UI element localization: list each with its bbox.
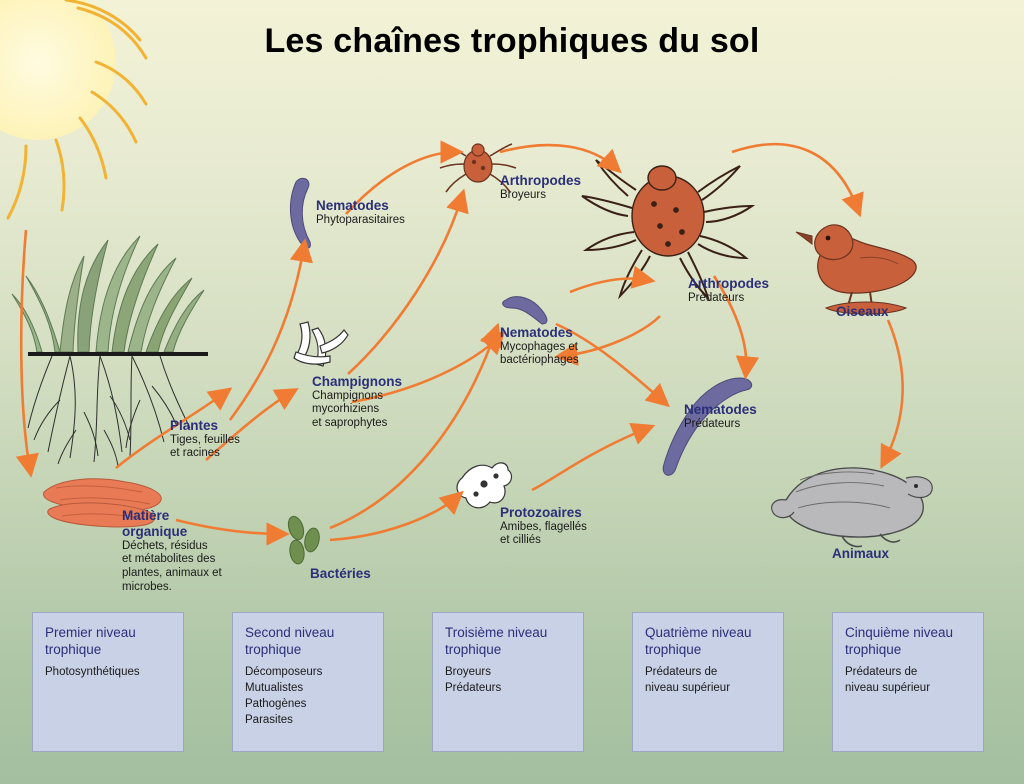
panel-1-title2: trophique xyxy=(245,641,302,657)
panel-1-item-2: Pathogènes xyxy=(245,698,307,711)
label-matiere-name: Matière xyxy=(122,508,170,523)
label-champignons xyxy=(312,374,402,431)
label-nematodes-myco-sub2: bactériophages xyxy=(500,354,579,367)
panel-2-title1: Troisième niveau xyxy=(445,625,548,640)
arrow-sun-to-organic xyxy=(21,230,30,470)
label-oiseaux-name: Oiseaux xyxy=(836,304,889,319)
panel-4-title2: trophique xyxy=(845,641,902,657)
label-matiere-organique xyxy=(122,508,222,594)
label-plantes-name: Plantes xyxy=(170,418,219,433)
panel-1-item-0: Décomposeurs xyxy=(245,665,323,678)
label-protozoaires-sub1: Amibes, flagellés xyxy=(500,520,587,533)
label-nematodes-phyto xyxy=(316,198,405,227)
panel-4-item-0: Prédateurs de xyxy=(845,665,918,678)
label-matiere-sub2: et métabolites des xyxy=(122,553,216,566)
panel-4-item-1: niveau supérieur xyxy=(845,681,931,694)
panel-3-item-0: Prédateurs de xyxy=(645,665,718,678)
panel-1-title1: Second niveau xyxy=(245,625,335,640)
label-nematodes-phyto-name: Nematodes xyxy=(316,198,389,213)
label-arthropodes-predateurs xyxy=(688,276,769,305)
panel-3-item-1: niveau supérieur xyxy=(645,681,731,694)
panel-second-niveau xyxy=(232,612,384,752)
label-arthropodes-predateurs-sub1: Prédateurs xyxy=(688,291,745,304)
label-champignons-name: Champignons xyxy=(312,374,402,389)
panel-4-title1: Cinquième niveau xyxy=(845,625,954,640)
panel-quatrieme-niveau xyxy=(632,612,784,752)
arrow-nematodes-myco-to-arthropod-pred xyxy=(570,279,648,293)
panel-2-item-1: Prédateurs xyxy=(445,681,502,694)
label-nematodes-pred xyxy=(684,402,757,431)
label-nematodes-phyto-sub1: Phytoparasitaires xyxy=(316,213,405,226)
panel-premier-niveau xyxy=(32,612,184,752)
panel-2-title2: trophique xyxy=(445,641,502,657)
label-nematodes-myco-sub1: Mycophages et xyxy=(500,340,578,353)
label-nematodes-myco xyxy=(500,325,579,368)
trophic-level-panels xyxy=(0,612,1024,762)
label-oiseaux xyxy=(836,304,889,320)
label-matiere-sub3: plantes, animaux et xyxy=(122,566,222,579)
label-champignons-sub3: et saprophytes xyxy=(312,417,388,430)
label-arthropodes-predateurs-name: Arthropodes xyxy=(688,276,769,291)
panel-0-title2: trophique xyxy=(45,641,102,657)
arrow-arthropods-to-birds xyxy=(732,144,858,210)
panel-3-title1: Quatrième niveau xyxy=(645,625,752,640)
panel-cinquieme-niveau xyxy=(832,612,984,752)
panel-1-item-3: Parasites xyxy=(245,714,293,727)
label-nematodes-pred-sub1: Prédateurs xyxy=(684,417,741,430)
label-plantes-sub1: Tiges, feuilles xyxy=(170,433,240,446)
arrow-plants-to-nematodes-phyto xyxy=(230,246,304,420)
label-matiere-name2: organique xyxy=(122,523,188,539)
panel-1-item-1: Mutualistes xyxy=(245,681,304,694)
page-title: Les chaînes trophiques du sol xyxy=(264,22,760,60)
label-champignons-sub2: mycorhiziens xyxy=(312,403,380,416)
arrow-protozoa-to-nematodes-pred xyxy=(532,428,648,490)
label-protozoaires-name: Protozoaires xyxy=(500,505,582,520)
label-matiere-sub4: microbes. xyxy=(122,580,172,593)
label-animaux-name: Animaux xyxy=(832,546,890,561)
arrow-arthropods-to-predators xyxy=(500,145,616,168)
label-bacteries-name: Bactéries xyxy=(310,566,371,581)
label-arthropodes-broyeurs xyxy=(500,173,581,202)
label-plantes xyxy=(170,418,240,461)
panel-troisieme-niveau xyxy=(432,612,584,752)
label-bacteries xyxy=(310,566,371,582)
panel-2-item-0: Broyeurs xyxy=(445,665,492,678)
label-animaux xyxy=(832,546,889,562)
arrow-birds-to-animals xyxy=(884,320,903,462)
label-nematodes-pred-name: Nematodes xyxy=(684,402,757,417)
label-matiere-sub1: Déchets, résidus xyxy=(122,539,208,552)
label-arthropodes-broyeurs-name: Arthropodes xyxy=(500,173,581,188)
label-protozoaires-sub2: et cilliés xyxy=(500,534,541,547)
label-plantes-sub2: et racines xyxy=(170,447,220,460)
panel-0-title1: Premier niveau xyxy=(45,625,136,640)
label-champignons-sub1: Champignons xyxy=(312,389,383,402)
panel-3-title2: trophique xyxy=(645,641,702,657)
label-nematodes-myco-name: Nematodes xyxy=(500,325,573,340)
label-arthropodes-broyeurs-sub1: Broyeurs xyxy=(500,188,547,201)
label-protozoaires xyxy=(500,505,587,548)
panel-0-item-0: Photosynthétiques xyxy=(45,665,140,678)
